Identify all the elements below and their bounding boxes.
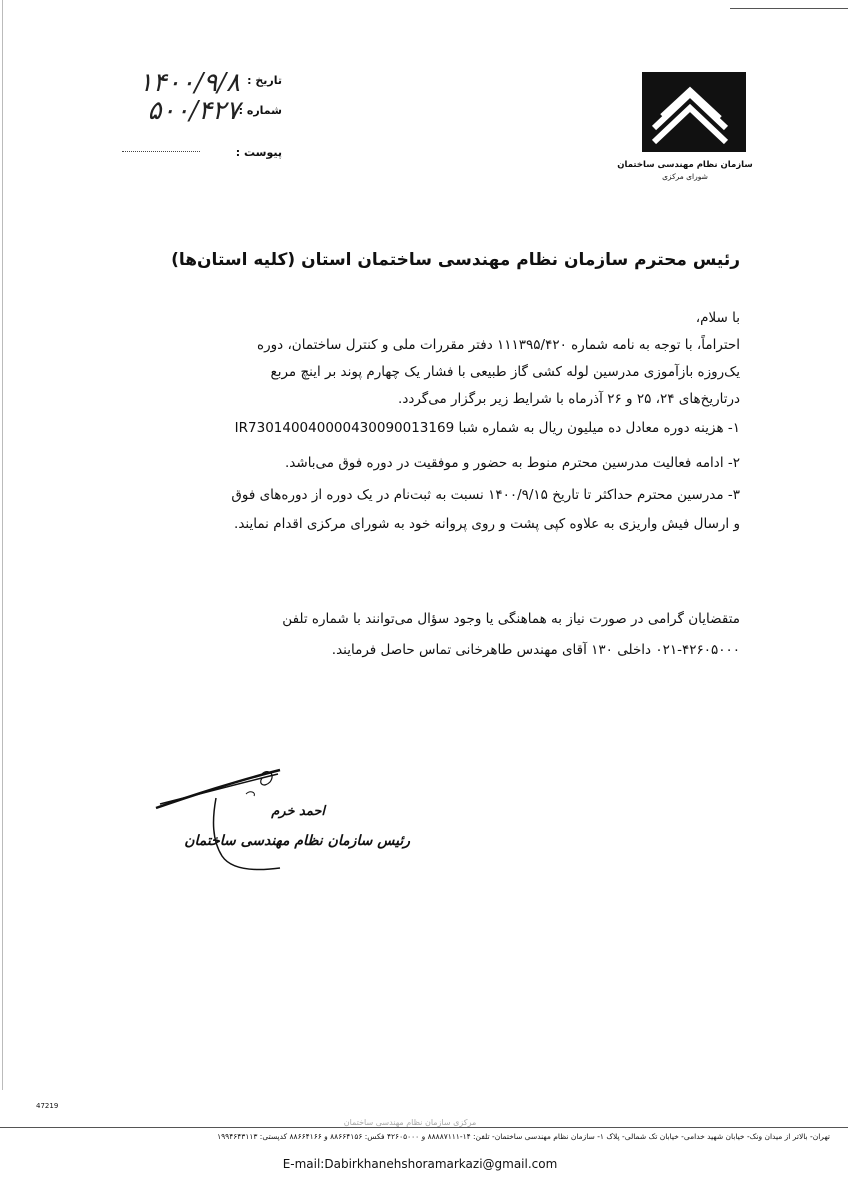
condition-item-3-continued: و ارسال فیش واریزی به علاوه کپی پشت و روی پروانه خود به شورای مرکزی اقدام نمایند. (234, 516, 740, 532)
organization-name: سازمان نظام مهندسی ساختمان (617, 160, 753, 170)
intro-line: احتراماً، با توجه به نامه شماره ۱۱۱۳۹۵/۴۲۰ دفتر مقررات ملی و کنترل ساختمان، دوره (257, 337, 740, 353)
document-code: 47219 (36, 1102, 59, 1110)
organization-subtitle: شورای مرکزی (662, 172, 708, 181)
letter-number-value: ۵۰۰/۴۲۷ (147, 96, 240, 126)
closing-line: متقضایان گرامی در صورت نیاز به هماهنگی یا وجود سؤال می‌توانند با شماره تلفن (282, 611, 740, 627)
footer-email: E-mail:Dabirkhanehshoramarkazi@gmail.com (282, 1157, 558, 1171)
signer-name: احمد خرم (271, 804, 325, 819)
date-value: ۱۴۰۰/۹/۸ (138, 68, 240, 98)
greeting: با سلام، (695, 310, 740, 326)
top-scan-rule (730, 8, 848, 9)
condition-item-3: ۳- مدرسین محترم حداکثر تا تاریخ ۱۴۰۰/۹/۱۵ نسبت به ثبت‌نام در یک دوره از دوره‌های فوق (231, 487, 740, 503)
intro-line: درتاریخ‌های ۲۴، ۲۵ و ۲۶ آذرماه با شرایط زیر برگزار می‌گردد. (398, 391, 740, 407)
intro-line: یک‌روزه بازآموزی مدرسین لوله کشی گاز طبیعی با فشار یک چهارم پوند بر اینچ مربع (270, 364, 740, 380)
footer-divider (0, 1127, 848, 1128)
attachment-blank-line (122, 150, 200, 152)
condition-item-1: ۱- هزینه دوره معادل ده میلیون ریال به شماره شبا IR730140040000430090013169 (234, 420, 740, 436)
recipient-heading: رئیس محترم سازمان نظام مهندسی ساختمان استان (کلیه استان‌ها) (171, 250, 740, 270)
faded-stamp-text: مرکزی سازمان نظام مهندسی ساختمان (343, 1118, 477, 1127)
closing-line: ۰۲۱-۴۲۶۰۵۰۰۰ داخلی ۱۳۰ آقای مهندس طاهرخانی تماس حاصل فرمایند. (331, 642, 740, 658)
condition-item-2: ۲- ادامه فعالیت مدرسین محترم منوط به حضور و موفقیت در دوره فوق می‌باشد. (285, 455, 740, 471)
number-label: شماره : (238, 104, 282, 117)
date-label: تاریخ : (247, 74, 282, 87)
left-scan-edge (2, 0, 3, 1090)
organization-logo (628, 70, 748, 162)
handwritten-signature (150, 760, 300, 880)
footer-address: تهران- بالاتر از میدان ونک- خیابان شهید خدامی- خیابان تک شمالی- پلاک ۱- سازمان نظام مهندسی ساختمان- تلفن: ۱۴-۸۸۸۸۷۱۱۱ و ۴۲۶۰۵۰۰۰ فکس: ۸۸۶۶۴۱۵۶ و ۸۸۶۶۴۱۶۶ کدپستی: ۱۹۹۴۶۴۳۱۱۳ (217, 1132, 830, 1141)
attachment-label: پیوست : (235, 146, 282, 159)
signer-title: رئیس سازمان نظام مهندسی ساختمان (184, 833, 410, 849)
